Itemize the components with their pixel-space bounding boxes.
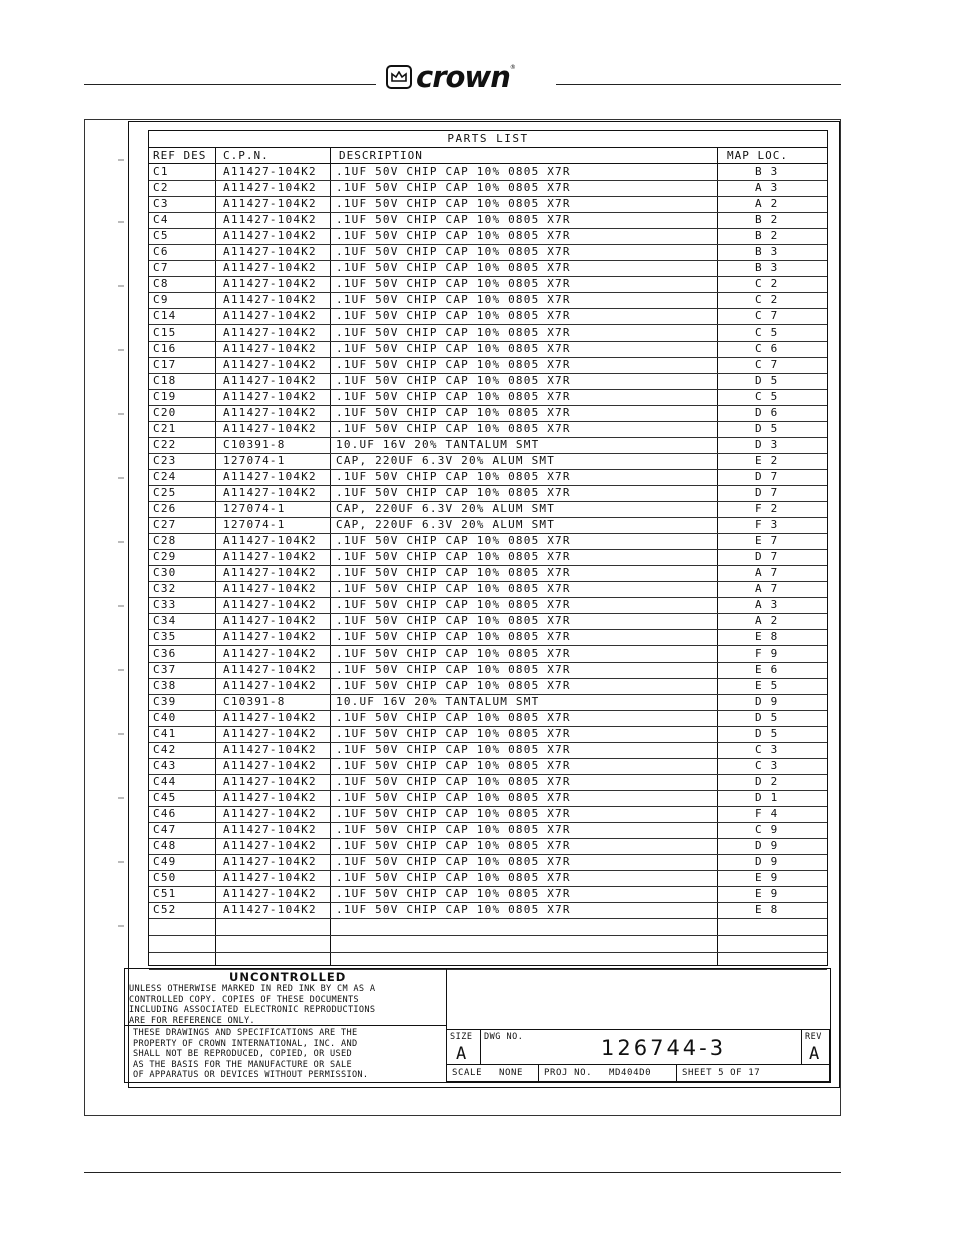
map-loc-cell: C 6 (755, 341, 779, 355)
map-loc-cell: D 5 (755, 373, 779, 387)
cpn-cell: A11427-104K2 (223, 469, 317, 483)
uncontrolled-title: UNCONTROLLED (229, 970, 347, 984)
description-cell: .1UF 50V CHIP CAP 10% 0805 X7R (336, 213, 571, 227)
cpn-cell: A11427-104K2 (223, 855, 317, 869)
ref-des-cell: C35 (153, 630, 177, 644)
description-cell: .1UF 50V CHIP CAP 10% 0805 X7R (336, 550, 571, 564)
description-cell: .1UF 50V CHIP CAP 10% 0805 X7R (336, 646, 571, 660)
map-loc-cell: A 7 (755, 582, 779, 596)
cpn-cell: 127074-1 (223, 518, 286, 532)
table-row (149, 870, 827, 887)
table-row (149, 533, 827, 550)
map-loc-cell: C 3 (755, 758, 779, 772)
description-cell: .1UF 50V CHIP CAP 10% 0805 X7R (336, 726, 571, 740)
map-loc-cell: F 2 (755, 502, 779, 516)
brand-name: crown (416, 59, 510, 94)
ref-des-cell: C30 (153, 566, 177, 580)
ref-des-cell: C9 (153, 293, 169, 307)
map-loc-cell: E 8 (755, 630, 779, 644)
map-loc-cell: D 5 (755, 421, 779, 435)
description-cell: .1UF 50V CHIP CAP 10% 0805 X7R (336, 389, 571, 403)
table-row (149, 212, 827, 229)
map-loc-cell: D 7 (755, 486, 779, 499)
description-cell: .1UF 50V CHIP CAP 10% 0805 X7R (336, 245, 571, 259)
table-row (149, 549, 827, 566)
description-cell: 10.UF 16V 20% TANTALUM SMT (336, 694, 540, 708)
description-cell: .1UF 50V CHIP CAP 10% 0805 X7R (336, 421, 571, 435)
crown-icon (386, 65, 412, 89)
cpn-cell: A11427-104K2 (223, 710, 317, 724)
description-cell: .1UF 50V CHIP CAP 10% 0805 X7R (336, 790, 571, 804)
ref-des-cell: C19 (153, 389, 177, 403)
map-loc-cell: C 7 (755, 357, 779, 371)
cpn-cell: A11427-104K2 (223, 373, 317, 387)
ref-des-cell: C34 (153, 614, 177, 628)
table-row (149, 276, 827, 293)
description-cell: .1UF 50V CHIP CAP 10% 0805 X7R (336, 903, 571, 917)
description-cell: .1UF 50V CHIP CAP 10% 0805 X7R (336, 261, 571, 275)
description-cell: .1UF 50V CHIP CAP 10% 0805 X7R (336, 309, 571, 323)
description-cell: .1UF 50V CHIP CAP 10% 0805 X7R (336, 566, 571, 580)
cpn-cell: A11427-104K2 (223, 646, 317, 660)
ref-des-cell: C48 (153, 839, 177, 853)
ref-des-cell: C20 (153, 405, 177, 419)
map-loc-cell: D 9 (755, 855, 779, 869)
table-row (149, 710, 827, 727)
ref-des-cell: C7 (153, 261, 169, 275)
map-loc-cell: D 1 (755, 790, 779, 804)
cpn-cell: A11427-104K2 (223, 550, 317, 564)
cpn-cell: A11427-104K2 (223, 197, 317, 211)
table-row (149, 790, 827, 807)
table-row (149, 373, 827, 390)
description-cell: .1UF 50V CHIP CAP 10% 0805 X7R (336, 293, 571, 307)
ref-des-cell: C41 (153, 726, 177, 740)
scale-cell (446, 1064, 539, 1082)
map-loc-cell: D 3 (755, 437, 779, 451)
map-loc-cell: B 3 (755, 245, 779, 259)
ref-des-cell: C18 (153, 373, 177, 387)
table-row (149, 581, 827, 598)
cpn-cell: A11427-104K2 (223, 309, 317, 323)
table-row (149, 886, 827, 903)
parts-list-header (149, 147, 827, 164)
sheet-cell (676, 1064, 830, 1082)
description-cell: .1UF 50V CHIP CAP 10% 0805 X7R (336, 197, 571, 211)
ref-des-cell: C44 (153, 774, 177, 788)
map-loc-cell: A 3 (755, 598, 779, 612)
description-cell: .1UF 50V CHIP CAP 10% 0805 X7R (336, 823, 571, 837)
description-cell: .1UF 50V CHIP CAP 10% 0805 X7R (336, 405, 571, 419)
ref-des-cell: C45 (153, 790, 177, 804)
ref-des-cell: C22 (153, 437, 177, 451)
ref-des-cell: C24 (153, 469, 177, 483)
size-value: A (456, 1044, 467, 1064)
map-loc-cell: D 9 (755, 839, 779, 853)
ref-des-cell: C33 (153, 598, 177, 612)
registered-mark: ® (509, 64, 516, 71)
description-cell: .1UF 50V CHIP CAP 10% 0805 X7R (336, 710, 571, 724)
cpn-cell: A11427-104K2 (223, 678, 317, 692)
cpn-cell: A11427-104K2 (223, 630, 317, 644)
table-row (149, 485, 827, 502)
map-loc-cell: A 3 (755, 181, 779, 195)
dwg-no-value: 126744-3 (601, 1036, 727, 1060)
blank-row (149, 935, 827, 953)
map-loc-cell: D 9 (755, 694, 779, 708)
cpn-cell: A11427-104K2 (223, 807, 317, 820)
cpn-cell: A11427-104K2 (223, 758, 317, 772)
ref-des-cell: C5 (153, 229, 169, 243)
ref-des-cell: C32 (153, 582, 177, 596)
cpn-cell: A11427-104K2 (223, 277, 317, 291)
cpn-cell: A11427-104K2 (223, 823, 317, 837)
cpn-cell: A11427-104K2 (223, 774, 317, 788)
ref-des-cell: C1 (153, 165, 169, 178)
ref-des-cell: C38 (153, 678, 177, 692)
ref-des-cell: C27 (153, 518, 177, 532)
table-row (149, 228, 827, 245)
description-cell: .1UF 50V CHIP CAP 10% 0805 X7R (336, 486, 571, 499)
ref-des-cell: C23 (153, 453, 177, 467)
map-loc-cell: A 2 (755, 197, 779, 211)
description-cell: .1UF 50V CHIP CAP 10% 0805 X7R (336, 373, 571, 387)
table-row (149, 629, 827, 646)
ref-des-cell: C51 (153, 887, 177, 901)
ref-des-cell: C37 (153, 662, 177, 676)
description-cell: .1UF 50V CHIP CAP 10% 0805 X7R (336, 855, 571, 869)
header-rule-right (556, 84, 841, 85)
ref-des-cell: C26 (153, 502, 177, 516)
description-cell: .1UF 50V CHIP CAP 10% 0805 X7R (336, 678, 571, 692)
ref-des-cell: C29 (153, 550, 177, 564)
description-cell: .1UF 50V CHIP CAP 10% 0805 X7R (336, 807, 571, 820)
cpn-cell: A11427-104K2 (223, 213, 317, 227)
cpn-cell: A11427-104K2 (223, 662, 317, 676)
header-cpn: C.P.N. (223, 149, 269, 162)
map-loc-cell: A 7 (755, 566, 779, 580)
dwg-no-cell (480, 1029, 802, 1065)
description-cell: .1UF 50V CHIP CAP 10% 0805 X7R (336, 229, 571, 243)
ref-des-cell: C3 (153, 197, 169, 211)
map-loc-cell: D 7 (755, 550, 779, 564)
table-row (149, 405, 827, 422)
proj-no-label: PROJ NO. (544, 1068, 593, 1078)
property-notice (125, 1026, 447, 1082)
table-row (149, 806, 827, 823)
map-loc-cell: A 2 (755, 614, 779, 628)
scale-value: NONE (499, 1068, 524, 1078)
proj-no-cell (538, 1064, 677, 1082)
ref-des-cell: C16 (153, 341, 177, 355)
description-cell: .1UF 50V CHIP CAP 10% 0805 X7R (336, 341, 571, 355)
footer-rule (84, 1172, 841, 1173)
description-cell: CAP, 220UF 6.3V 20% ALUM SMT (336, 502, 556, 516)
parts-list-table (148, 130, 828, 966)
cpn-cell: A11427-104K2 (223, 903, 317, 917)
cpn-cell: A11427-104K2 (223, 357, 317, 371)
cpn-cell: A11427-104K2 (223, 566, 317, 580)
cpn-cell: A11427-104K2 (223, 421, 317, 435)
table-row (149, 694, 827, 711)
map-loc-cell: D 7 (755, 469, 779, 483)
cpn-cell: A11427-104K2 (223, 887, 317, 901)
parts-list-title: PARTS LIST (149, 131, 827, 148)
table-row (149, 838, 827, 855)
map-loc-cell: E 5 (755, 678, 779, 692)
ref-des-cell: C2 (153, 181, 169, 195)
table-row (149, 678, 827, 695)
ref-des-cell: C28 (153, 534, 177, 548)
cpn-cell: A11427-104K2 (223, 839, 317, 853)
map-loc-cell: B 2 (755, 213, 779, 227)
crown-logo (386, 60, 552, 94)
map-loc-cell: D 2 (755, 774, 779, 788)
cpn-cell: A11427-104K2 (223, 229, 317, 243)
ref-des-cell: C43 (153, 758, 177, 772)
table-row (149, 902, 827, 919)
ref-des-cell: C39 (153, 694, 177, 708)
cpn-cell: C10391-8 (223, 437, 286, 451)
description-cell: .1UF 50V CHIP CAP 10% 0805 X7R (336, 614, 571, 628)
map-loc-cell: C 7 (755, 309, 779, 323)
ref-des-cell: C40 (153, 710, 177, 724)
ref-des-cell: C8 (153, 277, 169, 291)
property-text: THESE DRAWINGS AND SPECIFICATIONS ARE THE PROPERTY OF CROWN INTERNATIONAL, INC. AND SHALL NOT BE REPRODUCED, COPIED, OR USED AS THE BASIS FOR THE MANUFACTURE OR SALE OF APPARATUS OR DEVICES WITHOUT PERMISSION. (133, 1028, 369, 1080)
ref-des-cell: C25 (153, 486, 177, 499)
table-row (149, 613, 827, 630)
rev-value: A (809, 1044, 820, 1064)
table-row (149, 421, 827, 438)
ref-des-cell: C36 (153, 646, 177, 660)
map-loc-cell: E 9 (755, 871, 779, 885)
ref-des-cell: C42 (153, 742, 177, 756)
table-row (149, 646, 827, 663)
map-loc-cell: C 2 (755, 277, 779, 291)
cpn-cell: A11427-104K2 (223, 486, 317, 499)
map-loc-cell: D 6 (755, 405, 779, 419)
ref-des-cell: C6 (153, 245, 169, 259)
header-description: DESCRIPTION (339, 149, 423, 162)
table-row (149, 164, 827, 181)
sheet-text: SHEET 5 OF 17 (682, 1068, 761, 1078)
table-row (149, 308, 827, 325)
table-row (149, 822, 827, 839)
description-cell: .1UF 50V CHIP CAP 10% 0805 X7R (336, 887, 571, 901)
table-row (149, 517, 827, 534)
scale-label: SCALE (452, 1068, 483, 1078)
description-cell: .1UF 50V CHIP CAP 10% 0805 X7R (336, 871, 571, 885)
cpn-cell: A11427-104K2 (223, 261, 317, 275)
description-cell: CAP, 220UF 6.3V 20% ALUM SMT (336, 518, 556, 532)
description-cell: .1UF 50V CHIP CAP 10% 0805 X7R (336, 181, 571, 195)
map-loc-cell: B 2 (755, 229, 779, 243)
map-loc-cell: D 5 (755, 726, 779, 740)
blank-row (149, 918, 827, 936)
description-cell: .1UF 50V CHIP CAP 10% 0805 X7R (336, 839, 571, 853)
table-row (149, 341, 827, 358)
map-loc-cell: E 7 (755, 534, 779, 548)
map-loc-cell: F 4 (755, 807, 779, 820)
description-cell: .1UF 50V CHIP CAP 10% 0805 X7R (336, 325, 571, 339)
cpn-cell: A11427-104K2 (223, 341, 317, 355)
map-loc-cell: F 3 (755, 518, 779, 532)
table-row (149, 325, 827, 342)
header-rule-left (84, 84, 376, 85)
ref-des-cell: C50 (153, 871, 177, 885)
table-row (149, 758, 827, 775)
description-cell: .1UF 50V CHIP CAP 10% 0805 X7R (336, 165, 571, 178)
uncontrolled-text: UNLESS OTHERWISE MARKED IN RED INK BY CM AS A CONTROLLED COPY. COPIES OF THESE DOCUMENTS INCLUDING ASSOCIATED ELECTRONIC REPRODUCTIONS ARE FOR REFERENCE ONLY. (129, 984, 376, 1026)
dwg-no-label: DWG NO. (484, 1032, 524, 1042)
description-cell: .1UF 50V CHIP CAP 10% 0805 X7R (336, 742, 571, 756)
ref-des-cell: C17 (153, 357, 177, 371)
cpn-cell: A11427-104K2 (223, 790, 317, 804)
table-row (149, 774, 827, 791)
map-loc-cell: D 5 (755, 710, 779, 724)
ref-des-cell: C15 (153, 325, 177, 339)
map-loc-cell: C 5 (755, 389, 779, 403)
ref-des-cell: C14 (153, 309, 177, 323)
description-cell: .1UF 50V CHIP CAP 10% 0805 X7R (336, 758, 571, 772)
table-row (149, 292, 827, 309)
table-row (149, 437, 827, 454)
table-row (149, 453, 827, 470)
cpn-cell: A11427-104K2 (223, 534, 317, 548)
description-cell: .1UF 50V CHIP CAP 10% 0805 X7R (336, 534, 571, 548)
description-cell: CAP, 220UF 6.3V 20% ALUM SMT (336, 453, 556, 467)
margin-ticks (116, 140, 128, 970)
map-loc-cell: E 6 (755, 662, 779, 676)
map-loc-cell: E 8 (755, 903, 779, 917)
header-map-loc: MAP LOC. (727, 149, 788, 162)
size-cell (446, 1029, 481, 1065)
ref-des-cell: C4 (153, 213, 169, 227)
table-row (149, 501, 827, 518)
cpn-cell: A11427-104K2 (223, 614, 317, 628)
size-label: SIZE (450, 1032, 473, 1042)
map-loc-cell: E 9 (755, 887, 779, 901)
map-loc-cell: C 3 (755, 742, 779, 756)
table-row (149, 565, 827, 582)
description-cell: .1UF 50V CHIP CAP 10% 0805 X7R (336, 277, 571, 291)
cpn-cell: A11427-104K2 (223, 598, 317, 612)
ref-des-cell: C21 (153, 421, 177, 435)
table-row (149, 597, 827, 614)
rev-cell (801, 1029, 830, 1065)
table-row (149, 357, 827, 374)
proj-no-value: MD404D0 (609, 1068, 652, 1078)
table-row (149, 260, 827, 277)
title-block (124, 968, 831, 1083)
ref-des-cell: C52 (153, 903, 177, 917)
cpn-cell: A11427-104K2 (223, 293, 317, 307)
table-row (149, 196, 827, 213)
rev-label: REV (805, 1032, 822, 1042)
description-cell: .1UF 50V CHIP CAP 10% 0805 X7R (336, 630, 571, 644)
description-cell: .1UF 50V CHIP CAP 10% 0805 X7R (336, 582, 571, 596)
map-loc-cell: C 5 (755, 325, 779, 339)
map-loc-cell: F 9 (755, 646, 779, 660)
cpn-cell: A11427-104K2 (223, 325, 317, 339)
table-row (149, 469, 827, 486)
description-cell: .1UF 50V CHIP CAP 10% 0805 X7R (336, 662, 571, 676)
cpn-cell: A11427-104K2 (223, 726, 317, 740)
description-cell: 10.UF 16V 20% TANTALUM SMT (336, 437, 540, 451)
cpn-cell: A11427-104K2 (223, 742, 317, 756)
description-cell: .1UF 50V CHIP CAP 10% 0805 X7R (336, 774, 571, 788)
cpn-cell: A11427-104K2 (223, 245, 317, 259)
description-cell: .1UF 50V CHIP CAP 10% 0805 X7R (336, 598, 571, 612)
table-row (149, 662, 827, 679)
table-row (149, 244, 827, 261)
cpn-cell: A11427-104K2 (223, 405, 317, 419)
cpn-cell: 127074-1 (223, 453, 286, 467)
table-row (149, 742, 827, 759)
cpn-cell: A11427-104K2 (223, 389, 317, 403)
map-loc-cell: B 3 (755, 165, 779, 178)
table-row (149, 726, 827, 743)
table-row (149, 389, 827, 406)
cpn-cell: A11427-104K2 (223, 165, 317, 178)
uncontrolled-notice (125, 969, 447, 1026)
ref-des-cell: C46 (153, 807, 177, 820)
map-loc-cell: C 2 (755, 293, 779, 307)
header-ref-des: REF DES (153, 149, 207, 162)
map-loc-cell: C 9 (755, 823, 779, 837)
ref-des-cell: C47 (153, 823, 177, 837)
cpn-cell: A11427-104K2 (223, 181, 317, 195)
table-row (149, 854, 827, 871)
map-loc-cell: B 3 (755, 261, 779, 275)
cpn-cell: A11427-104K2 (223, 871, 317, 885)
cpn-cell: C10391-8 (223, 694, 286, 708)
map-loc-cell: E 2 (755, 453, 779, 467)
cpn-cell: A11427-104K2 (223, 582, 317, 596)
cpn-cell: 127074-1 (223, 502, 286, 516)
table-row (149, 180, 827, 197)
ref-des-cell: C49 (153, 855, 177, 869)
description-cell: .1UF 50V CHIP CAP 10% 0805 X7R (336, 469, 571, 483)
description-cell: .1UF 50V CHIP CAP 10% 0805 X7R (336, 357, 571, 371)
